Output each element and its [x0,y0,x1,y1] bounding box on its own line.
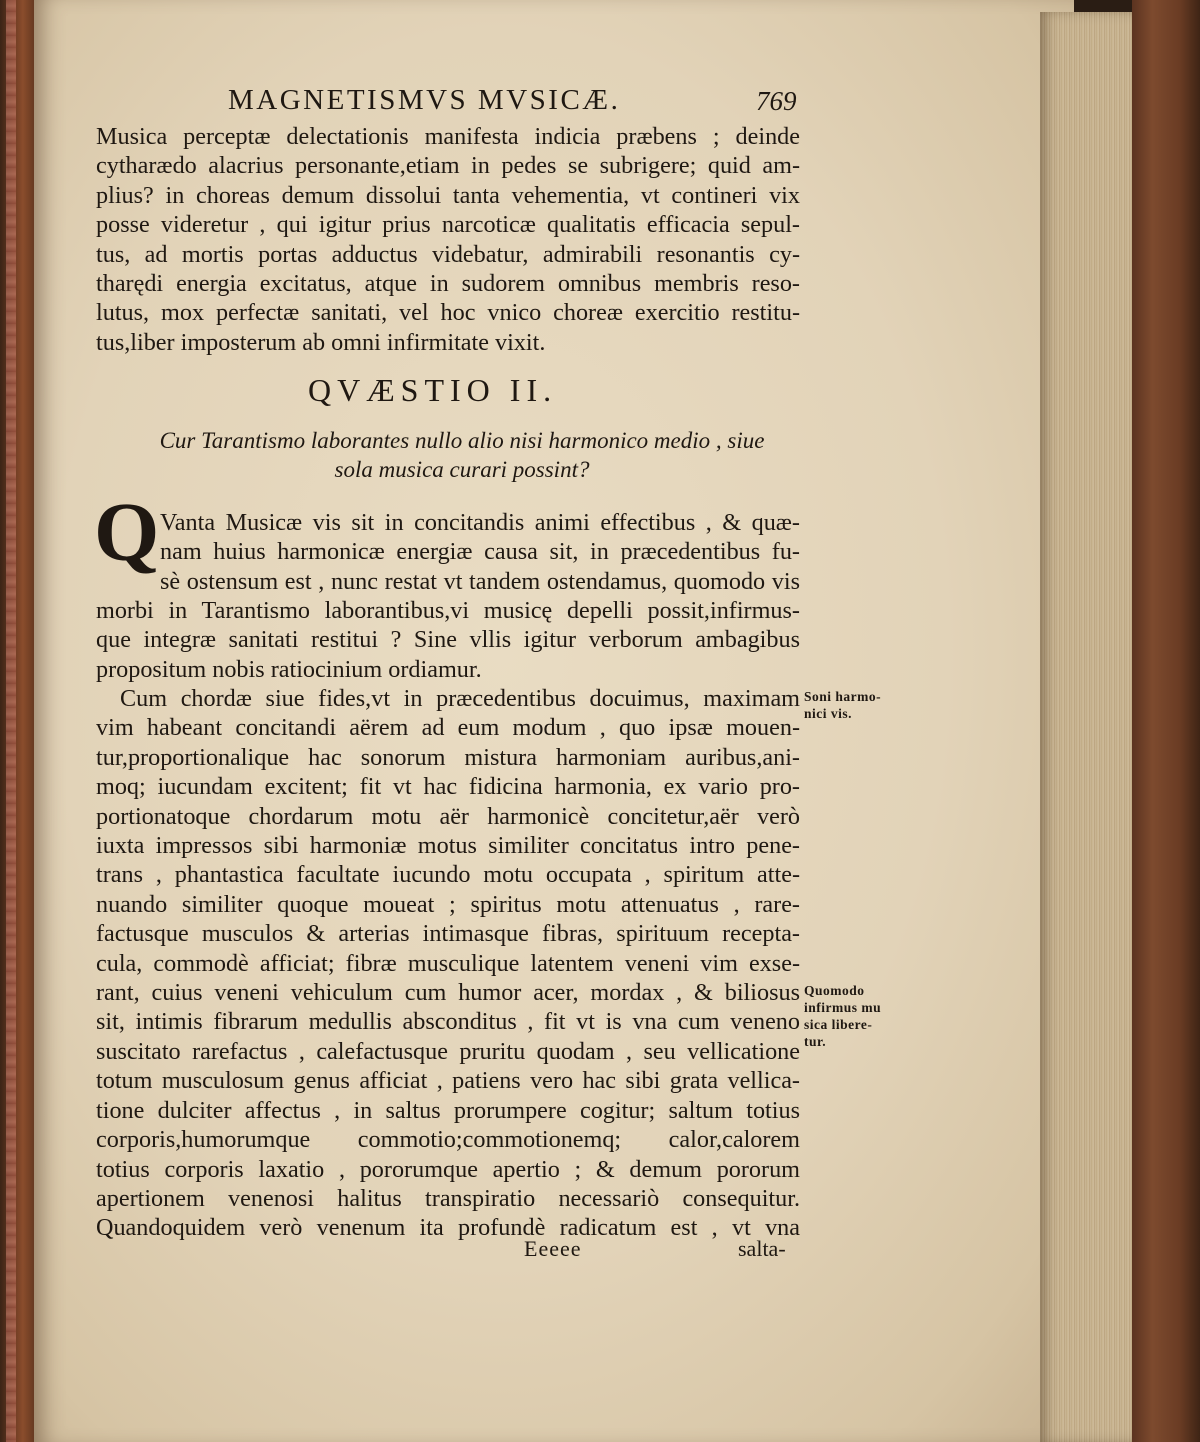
text-line: nam huius harmonicæ energiæ causa sit, in præcedentibus fu- [160,538,800,566]
text-line: morbi in Tarantismo laborantibus,vi musicę depelli possit,infirmus- [96,597,800,624]
text-line: iuxta impressos sibi harmoniæ motus similiter concitatus intro pene- [96,832,800,860]
text-line: sè ostensum est , nunc restat vt tandem ostendamus, quomodo vis [160,567,800,595]
text-line: posse videretur , qui igitur prius narcoticæ qualitatis efficacia sepul- [96,211,800,239]
text-line: moq; iucundam excitent; fit vt hac fidicina harmonia, ex vario pro- [96,773,800,801]
text-line: rant, cuius veneni vehiculum cum humor acer, mordax , & biliosus [96,979,800,1007]
text-line: portionatoque chordarum motu aër harmonicè concitetur,aër verò [96,802,800,830]
page-number: 769 [756,86,797,116]
text-line: vim habeant concitandi aërem ad eum modum , quo ipsæ mouen- [96,714,800,742]
signature-mark: Eeeee [524,1236,582,1261]
text-line: tharędi energia excitatus, atque in sudorem omnibus membris reso- [96,270,800,298]
text-line: lutus, mox perfectæ sanitati, vel hoc vnico choreæ exercitio restitu- [96,299,800,327]
text-line: plius? in choreas demum dissolui tanta vehementia, vt contineri vix [96,181,800,209]
question-title: QVÆSTIO II. [308,372,558,408]
text-line: Cum chordæ siue fides,vt in præcedentibus docuimus, maximam [120,685,800,712]
text-line: Quandoquidem verò venenum ita profundè radicatum est , vt vna [96,1214,800,1242]
margin-note-line: Quomodo [804,983,865,998]
text-line: factusque musculos & arterias intimasque fibras, spirituum recepta- [96,920,800,948]
text-line: totum musculosum genus afficiat , patiens vero hac sibi grata vellica- [96,1067,800,1095]
text-line: suscitato rarefactus , calefactusque pruritu quodam , seu vellicatione [96,1037,800,1065]
paragraph-1-continued [96,596,800,684]
margin-note-harmonic-power [804,688,881,722]
text-line: propositum nobis ratiocinium ordiamur. [96,655,482,683]
text-line: totius corporis laxatio , pororumque apertio ; & demum pororum [96,1155,800,1183]
question-subtitle [124,426,800,484]
running-title: MAGNETISMVS MVSICÆ. [228,84,621,116]
text-line: cytharædo alacrius personante,etiam in pedes se subrigere; quid am- [96,152,800,180]
margin-note-line: nici vis. [804,706,853,721]
subtitle-line: sola musica curari possint? [334,457,590,482]
text-line: corporis,humorumque commotio;commotionemq; calor,calorem [96,1126,800,1154]
intro-paragraph [96,122,800,357]
page-edges [1040,12,1140,1442]
text-line: tione dulciter affectus , in saltus prorumpere cogitur; saltum totius [96,1096,800,1124]
margin-note-line: Soni harmo- [804,689,882,704]
text-line: apertionem venenosi halitus transpiratio necessariò consequitur. [96,1184,800,1212]
text-line: tus,liber imposterum ab omni infirmitate vixit. [96,328,546,356]
text-line: Vanta Musicæ vis sit in concitandis animi effectibus , & quæ- [160,509,800,536]
text-line: tur,proportionalique hac sonorum mistura harmoniam auribus,ani- [96,743,800,771]
text-line: trans , phantastica facultate iucundo motu occupata , spiritum atte- [96,861,800,889]
margin-note-line: infirmus mu [804,1000,882,1015]
book-binding-left [0,0,38,1442]
paragraph-1-indented [160,508,800,596]
text-line: que integræ sanitati restitui ? Sine vllis igitur verborum ambagibus [96,626,800,654]
subtitle-line: Cur Tarantismo laborantes nullo alio nisi harmonico medio , siue [159,428,765,453]
text-line: sit, intimis fibrarum medullis absconditus , fit vt is vna cum veneno [96,1008,800,1036]
margin-note-line: tur. [804,1034,827,1049]
drop-cap: Q [94,486,160,579]
margin-note-how-cured [804,982,881,1050]
book-cover-right [1132,0,1200,1442]
text-line: nuando similiter quoque moueat ; spiritus motu attenuatus , rare- [96,890,800,918]
margin-note-line: sica libere- [804,1017,873,1032]
catchword: salta- [738,1236,786,1261]
text-line: cula, commodè afficiat; fibræ musculique latentem veneni vim exse- [96,949,800,977]
text-line: tus, ad mortis portas adductus videbatur, admirabili resonantis cy- [96,240,800,268]
paragraph-2 [96,684,800,1243]
text-line: Musica perceptæ delectationis manifesta indicia præbens ; deinde [96,123,800,150]
